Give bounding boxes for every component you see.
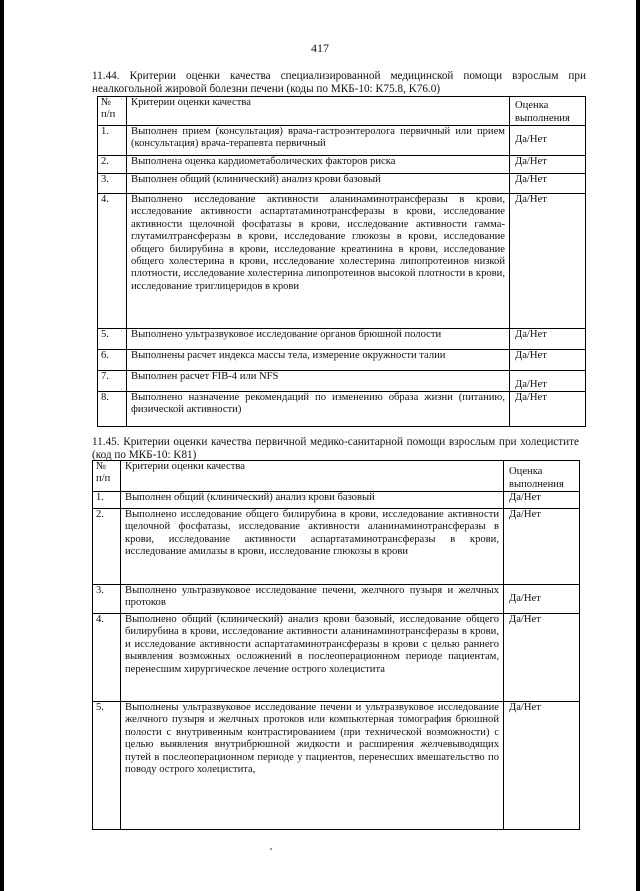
table-row: [93, 585, 580, 614]
row-result: Да/Нет: [510, 329, 586, 350]
row-result: Да/Нет: [504, 585, 580, 614]
row-criterion: Выполнен общий (клинический) анализ крови базовый: [127, 174, 510, 194]
row-num: 5.: [93, 702, 121, 830]
table-row: [98, 392, 586, 427]
row-num: 2.: [93, 509, 121, 585]
row-criterion: Выполнены расчет индекса массы тела, измерение окружности талии: [127, 350, 510, 371]
row-result: Да/Нет: [504, 492, 580, 509]
criteria-table-11-45: [92, 460, 580, 830]
row-num: 2.: [98, 156, 127, 174]
row-result: Да/Нет: [510, 174, 586, 194]
header-result: Оценка выполнения: [510, 97, 586, 126]
row-result: Да/Нет: [504, 614, 580, 702]
row-criterion: Выполнено назначение рекомендаций по изменению образа жизни (питанию, физической активности): [127, 392, 510, 427]
table-header-row: [93, 461, 580, 492]
row-num: 8.: [98, 392, 127, 427]
criteria-table-11-44: [97, 96, 586, 427]
row-num: 7.: [98, 371, 127, 392]
row-num: 3.: [98, 174, 127, 194]
table-header-row: [98, 97, 586, 126]
header-result: Оценка выполнения: [504, 461, 580, 492]
table-row: [98, 156, 586, 174]
row-num: 1.: [98, 126, 127, 156]
row-result: Да/Нет: [510, 371, 586, 392]
header-num: № п/п: [93, 461, 121, 492]
scan-right-border: [636, 0, 640, 891]
page-number: 417: [311, 41, 329, 55]
table-row: [93, 509, 580, 585]
row-result: Да/Нет: [510, 156, 586, 174]
table-row: [93, 614, 580, 702]
row-criterion: Выполнено ультразвуковое исследование печени, желчного пузыря и желчных протоков: [121, 585, 504, 614]
section-title-11-45: 11.45. Критерии оценки качества первичной медико-санитарной помощи взрослым при холецистите (код по МКБ-10: K81): [92, 436, 579, 461]
row-criterion: Выполнен расчет FIB-4 или NFS: [127, 371, 510, 392]
row-criterion: Выполнено ультразвуковое исследование органов брюшной полости: [127, 329, 510, 350]
row-result: Да/Нет: [504, 509, 580, 585]
table-row: [98, 194, 586, 329]
row-criterion: Выполнен общий (клинический) анализ крови базовый: [121, 492, 504, 509]
row-criterion: Выполнен прием (консультация) врача-гастроэнтеролога первичный или прием (консультация) врача-терапевта первичный: [127, 126, 510, 156]
row-criterion: Выполнено общий (клинический) анализ крови базовый, исследование общего билирубина в крови, исследование активности аланинаминотрансферазы в крови, и исследование активности аспартатаминотрансферазы в крови с целью раннего выявления возможных осложнений в послеоперационном периоде пациентам, перенесшим хирургическое лечение острого холецистита: [121, 614, 504, 702]
row-num: 4.: [93, 614, 121, 702]
table-row: [93, 702, 580, 830]
row-criterion: Выполнены ультразвуковое исследование печени и ультразвуковое исследование желчного пузыря и желчных протоков или компьютерная томография брюшной полости с внутривенным контрастированием (при технической возможности) с целью выявления внутрибрюшной жидкости и расширения желчевыводящих путей в послеоперационном периоде у пациентов, перенесших вмешательство по поводу острого холецистита,: [121, 702, 504, 830]
row-num: 5.: [98, 329, 127, 350]
row-result: Да/Нет: [504, 702, 580, 830]
table-row: [98, 126, 586, 156]
scan-left-border: [0, 0, 4, 891]
row-result: Да/Нет: [510, 126, 586, 156]
scan-speck: [270, 848, 272, 850]
row-result: Да/Нет: [510, 194, 586, 329]
row-criterion: Выполнена оценка кардиометаболических факторов риска: [127, 156, 510, 174]
row-num: 3.: [93, 585, 121, 614]
section-title-11-44: 11.44. Критерии оценки качества специализированной медицинской помощи взрослым при неалкогольной жировой болезни печени (коды по МКБ-10: K75.8, K76.0): [92, 70, 586, 95]
header-criteria: Критерии оценки качества: [127, 97, 510, 126]
row-num: 6.: [98, 350, 127, 371]
row-result: Да/Нет: [510, 350, 586, 371]
table-row: [93, 492, 580, 509]
table-row: [98, 350, 586, 371]
table-row: [98, 174, 586, 194]
table-row: [98, 371, 586, 392]
row-num: 1.: [93, 492, 121, 509]
table-row: [98, 329, 586, 350]
row-result: Да/Нет: [510, 392, 586, 427]
row-criterion: Выполнено исследование активности аланинаминотрансферазы в крови, исследование активности аспартатаминотрансферазы в крови, исследование активности щелочной фосфатазы в крови, исследование активности гамма-глутамилтрансферазы в крови, исследование глюкозы в крови, исследование общего билирубина в крови, исследование креатинина в крови, исследование общего холестерина в крови, исследование холестерина липопротеинов низкой плотности, исследование холестерина липопротеинов высокой плотности в крови, исследование триглицеридов в крови: [127, 194, 510, 329]
row-num: 4.: [98, 194, 127, 329]
header-num: № п/п: [98, 97, 127, 126]
row-criterion: Выполнено исследование общего билирубина в крови, исследование активности щелочной фосфатазы, исследование активности аланинаминотрансферазы в крови, исследование активности аспартатаминотрансферазы в крови, исследование амилазы в крови, исследование глюкозы в крови: [121, 509, 504, 585]
header-criteria: Критерии оценки качества: [121, 461, 504, 492]
